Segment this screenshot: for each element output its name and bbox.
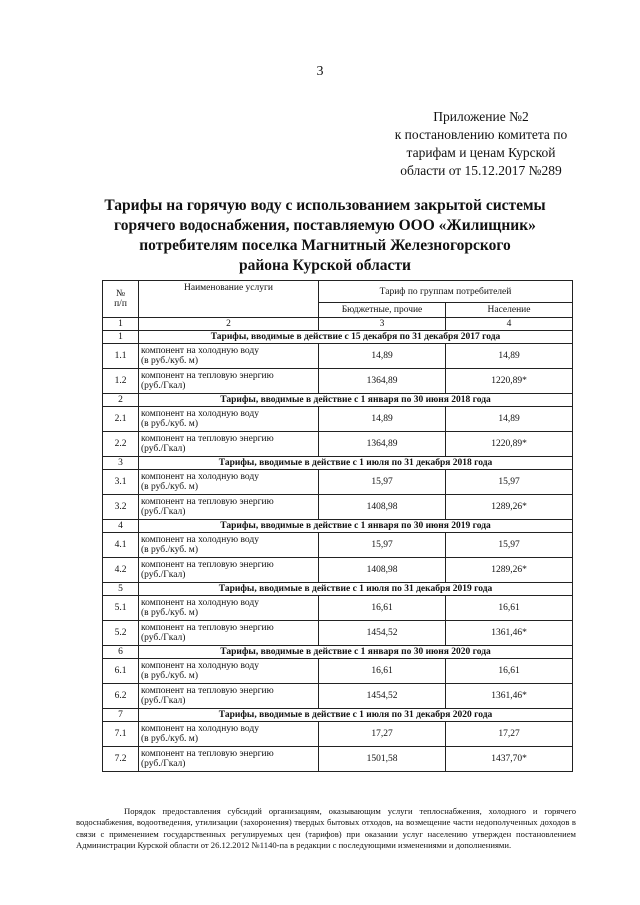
section-title: Тарифы, вводимые в действие с 15 декабря по 31 декабря 2017 года [139,331,573,344]
service-name: компонент на тепловую энергию (руб./Гкал) [139,432,319,457]
section-number: 6 [103,646,139,659]
tariff-budget: 1454,52 [319,684,446,709]
row-number: 6.1 [103,659,139,684]
row-number: 1.2 [103,369,139,394]
appendix-line: к постановлению комитета по [394,127,568,142]
service-name: компонент на тепловую энергию (руб./Гкал) [139,369,319,394]
header-tariff-group: Тариф по группам потребителей [319,281,573,303]
tariff-population: 15,97 [446,533,573,558]
tariff-population: 1361,46* [446,621,573,646]
tariff-population: 1289,26* [446,495,573,520]
service-name: компонент на тепловую энергию (руб./Гкал) [139,495,319,520]
tariff-budget: 1501,58 [319,747,446,772]
row-number: 4.1 [103,533,139,558]
appendix-caption [376,108,586,180]
col-index: 3 [319,318,446,331]
title-line: района Курской области [239,257,411,274]
section-row [103,394,573,407]
table-row [103,470,573,495]
header-budget: Бюджетные, прочие [319,303,446,318]
tariff-table [102,280,573,772]
section-row [103,583,573,596]
section-number: 2 [103,394,139,407]
section-title: Тарифы, вводимые в действие с 1 июля по 31 декабря 2020 года [139,709,573,722]
tariff-budget: 17,27 [319,722,446,747]
document-title [90,196,560,276]
appendix-line: Приложение №2 [433,109,529,124]
tariff-budget: 16,61 [319,596,446,621]
page-number: 3 [316,64,324,79]
section-title: Тарифы, вводимые в действие с 1 января по 30 июня 2019 года [139,520,573,533]
section-title: Тарифы, вводимые в действие с 1 июля по 31 декабря 2019 года [139,583,573,596]
tariff-budget: 1408,98 [319,495,446,520]
service-name: компонент на тепловую энергию (руб./Гкал) [139,621,319,646]
tariff-budget: 16,61 [319,659,446,684]
appendix-line: тарифам и ценам Курской [406,145,556,160]
tariff-population: 17,27 [446,722,573,747]
header-row [103,281,573,303]
tariff-population: 1361,46* [446,684,573,709]
tariff-budget: 1454,52 [319,621,446,646]
header-population: Население [446,303,573,318]
row-number: 7.2 [103,747,139,772]
service-name: компонент на холодную воду (в руб./куб. м) [139,596,319,621]
row-number: 2.1 [103,407,139,432]
section-number: 5 [103,583,139,596]
table-row [103,684,573,709]
tariff-population: 1220,89* [446,369,573,394]
col-index: 4 [446,318,573,331]
appendix-line: области от 15.12.2017 №289 [400,163,562,178]
row-number: 1.1 [103,344,139,369]
service-name: компонент на холодную воду (в руб./куб. м) [139,407,319,432]
tariff-budget: 1408,98 [319,558,446,583]
table-row [103,344,573,369]
tariff-population: 14,89 [446,407,573,432]
title-line: горячего водоснабжения, поставляемую ООО «Жилищник» [114,217,536,234]
tariff-population: 1437,70* [446,747,573,772]
tariff-budget: 14,89 [319,407,446,432]
tariff-budget: 15,97 [319,470,446,495]
table-row [103,659,573,684]
tariff-population: 16,61 [446,659,573,684]
tariff-table-body [103,281,573,772]
title-line: Тарифы на горячую воду с использованием закрытой системы [104,197,546,214]
section-row [103,709,573,722]
header-num: № п/п [103,281,139,318]
table-row [103,596,573,621]
row-number: 7.1 [103,722,139,747]
service-name: компонент на холодную воду (в руб./куб. м) [139,470,319,495]
tariff-budget: 1364,89 [319,369,446,394]
section-number: 4 [103,520,139,533]
row-number: 3.2 [103,495,139,520]
col-index: 1 [103,318,139,331]
table-row [103,558,573,583]
section-row [103,331,573,344]
service-name: компонент на холодную воду (в руб./куб. м) [139,722,319,747]
section-row [103,520,573,533]
service-name: компонент на тепловую энергию (руб./Гкал) [139,684,319,709]
section-title: Тарифы, вводимые в действие с 1 января по 30 июня 2020 года [139,646,573,659]
tariff-population: 16,61 [446,596,573,621]
row-number: 5.2 [103,621,139,646]
section-title: Тарифы, вводимые в действие с 1 июля по 31 декабря 2018 года [139,457,573,470]
title-line: потребителям поселка Магнитный Железногорского [139,237,511,254]
tariff-population: 1289,26* [446,558,573,583]
service-name: компонент на холодную воду (в руб./куб. м) [139,659,319,684]
section-number: 7 [103,709,139,722]
row-number: 6.2 [103,684,139,709]
table-row [103,722,573,747]
row-number: 2.2 [103,432,139,457]
service-name: компонент на тепловую энергию (руб./Гкал) [139,747,319,772]
table-row [103,495,573,520]
tariff-budget: 1364,89 [319,432,446,457]
service-name: компонент на тепловую энергию (руб./Гкал) [139,558,319,583]
table-row [103,407,573,432]
row-number: 4.2 [103,558,139,583]
tariff-population: 15,97 [446,470,573,495]
tariff-budget: 14,89 [319,344,446,369]
section-row [103,646,573,659]
table-row [103,432,573,457]
table-row [103,747,573,772]
row-number: 5.1 [103,596,139,621]
section-number: 3 [103,457,139,470]
header-service: Наименование услуги [139,281,319,318]
table-row [103,369,573,394]
section-title: Тарифы, вводимые в действие с 1 января по 30 июня 2018 года [139,394,573,407]
section-number: 1 [103,331,139,344]
table-row [103,621,573,646]
column-index-row [103,318,573,331]
table-row [103,533,573,558]
service-name: компонент на холодную воду (в руб./куб. м) [139,533,319,558]
tariff-population: 14,89 [446,344,573,369]
row-number: 3.1 [103,470,139,495]
tariff-population: 1220,89* [446,432,573,457]
service-name: компонент на холодную воду (в руб./куб. м) [139,344,319,369]
section-row [103,457,573,470]
footnote: Порядок предоставления субсидий организациям, оказывающим услуги теплоснабжения, холодного и горячего водоснабжения, водоотведения, утилизации (захоронения) твердых бытовых отходов, на возмещение части недополученных доходов в связи с применением государственных регулируемых цен (тарифов) при оказании услуг населению утвержден постановлением Администрации Курской области от 26.12.2012 №1140-па в редакции с последующими изменениями и дополнениями. [76,806,576,850]
tariff-budget: 15,97 [319,533,446,558]
col-index: 2 [139,318,319,331]
